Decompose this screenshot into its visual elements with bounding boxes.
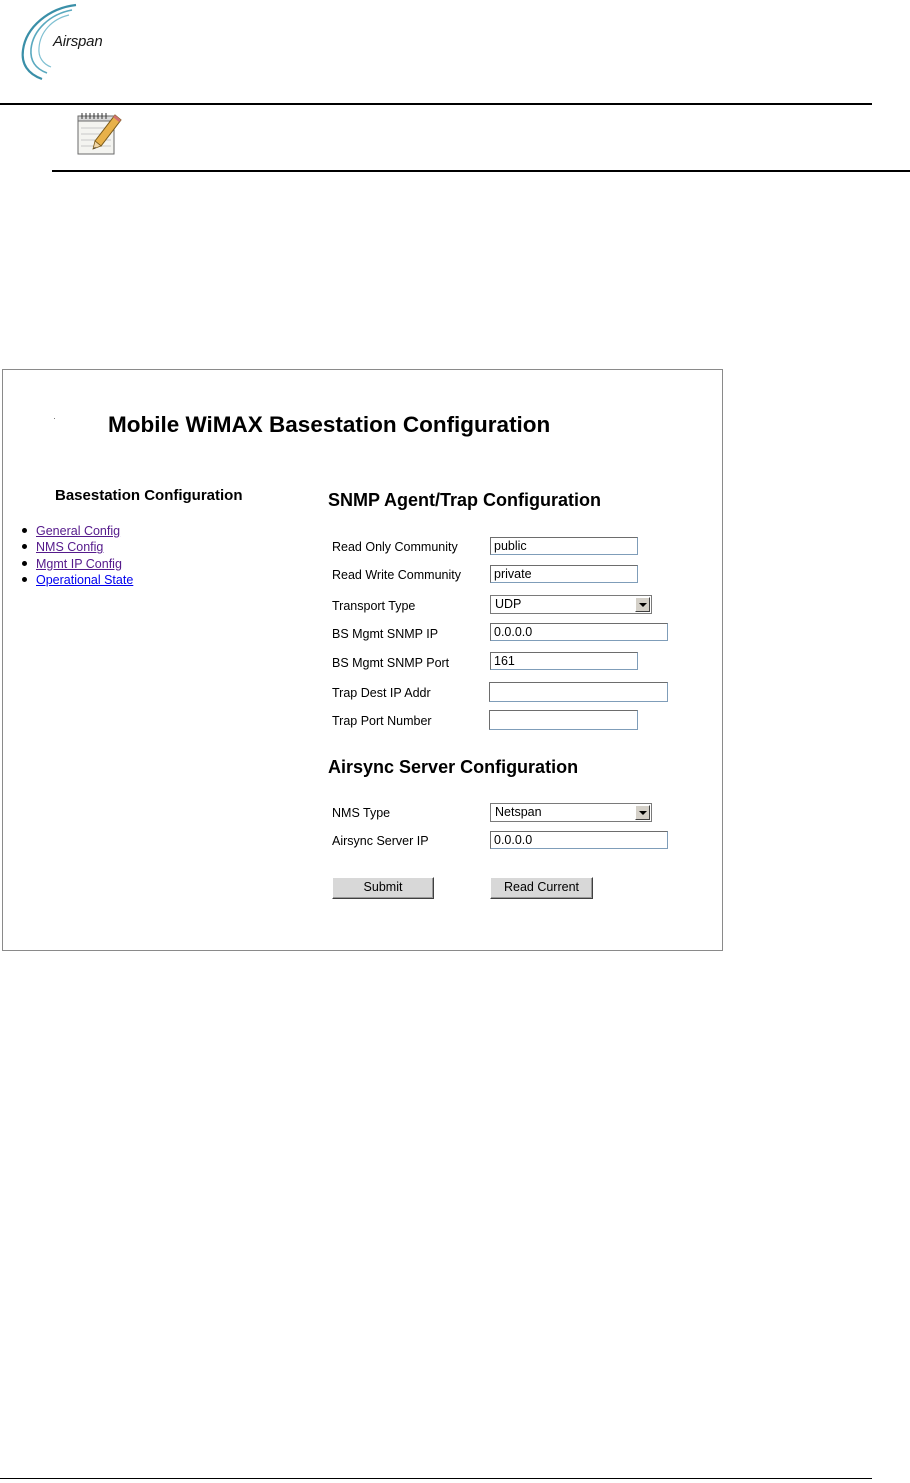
read-only-community-input[interactable]: [490, 537, 638, 555]
read-current-button[interactable]: Read Current: [490, 877, 593, 899]
bs-mgmt-snmp-ip-label: BS Mgmt SNMP IP: [332, 627, 439, 641]
nms-type-value: Netspan: [495, 805, 542, 819]
nms-config-link[interactable]: NMS Config: [36, 540, 104, 555]
trap-port-number-label: Trap Port Number: [332, 714, 432, 728]
sidebar-nav: [20, 523, 133, 588]
bs-mgmt-snmp-ip-input[interactable]: [490, 623, 668, 641]
page-title: Mobile WiMAX Basestation Configuration: [108, 412, 551, 437]
mgmt-ip-config-link[interactable]: Mgmt IP Config: [36, 556, 122, 571]
bs-mgmt-snmp-port-input[interactable]: [490, 652, 638, 670]
chevron-down-icon[interactable]: [635, 805, 650, 820]
nms-type-select[interactable]: [490, 803, 652, 822]
bs-mgmt-snmp-port-label: BS Mgmt SNMP Port: [332, 656, 450, 670]
sidebar-item-general-config: [20, 523, 133, 539]
submit-button[interactable]: Submit: [332, 877, 434, 899]
header-divider: [0, 103, 872, 105]
frame-artifact: [54, 418, 55, 419]
transport-type-label: Transport Type: [332, 599, 416, 613]
airsync-server-ip-input[interactable]: [490, 831, 668, 849]
read-only-community-label: Read Only Community: [332, 540, 458, 554]
trap-dest-ip-input[interactable]: [489, 682, 668, 702]
note-divider: [52, 170, 910, 172]
transport-type-value: UDP: [495, 597, 522, 611]
transport-type-select[interactable]: [490, 595, 652, 614]
read-write-community-input[interactable]: [490, 565, 638, 583]
footer-divider: [0, 1478, 872, 1479]
trap-port-number-input[interactable]: [489, 710, 638, 730]
general-config-link[interactable]: General Config: [36, 524, 121, 538]
airsync-server-ip-label: Airsync Server IP: [332, 834, 429, 848]
sidebar-title: Basestation Configuration: [55, 487, 243, 504]
trap-dest-ip-label: Trap Dest IP Addr: [332, 686, 431, 700]
sidebar-item-mgmt-ip-config: [20, 556, 133, 572]
logo-text: Airspan: [53, 33, 103, 50]
operational-state-link[interactable]: Operational State: [36, 572, 134, 587]
sidebar-item-nms-config: [20, 539, 133, 555]
notepad-pencil-icon: [75, 111, 123, 157]
read-write-community-label: Read Write Community: [332, 568, 461, 582]
sidebar-item-operational-state: [20, 572, 133, 588]
nms-type-label: NMS Type: [332, 806, 391, 820]
snmp-section-title: SNMP Agent/Trap Configuration: [328, 490, 601, 510]
chevron-down-icon[interactable]: [635, 597, 650, 612]
airsync-section-title: Airsync Server Configuration: [328, 757, 579, 777]
